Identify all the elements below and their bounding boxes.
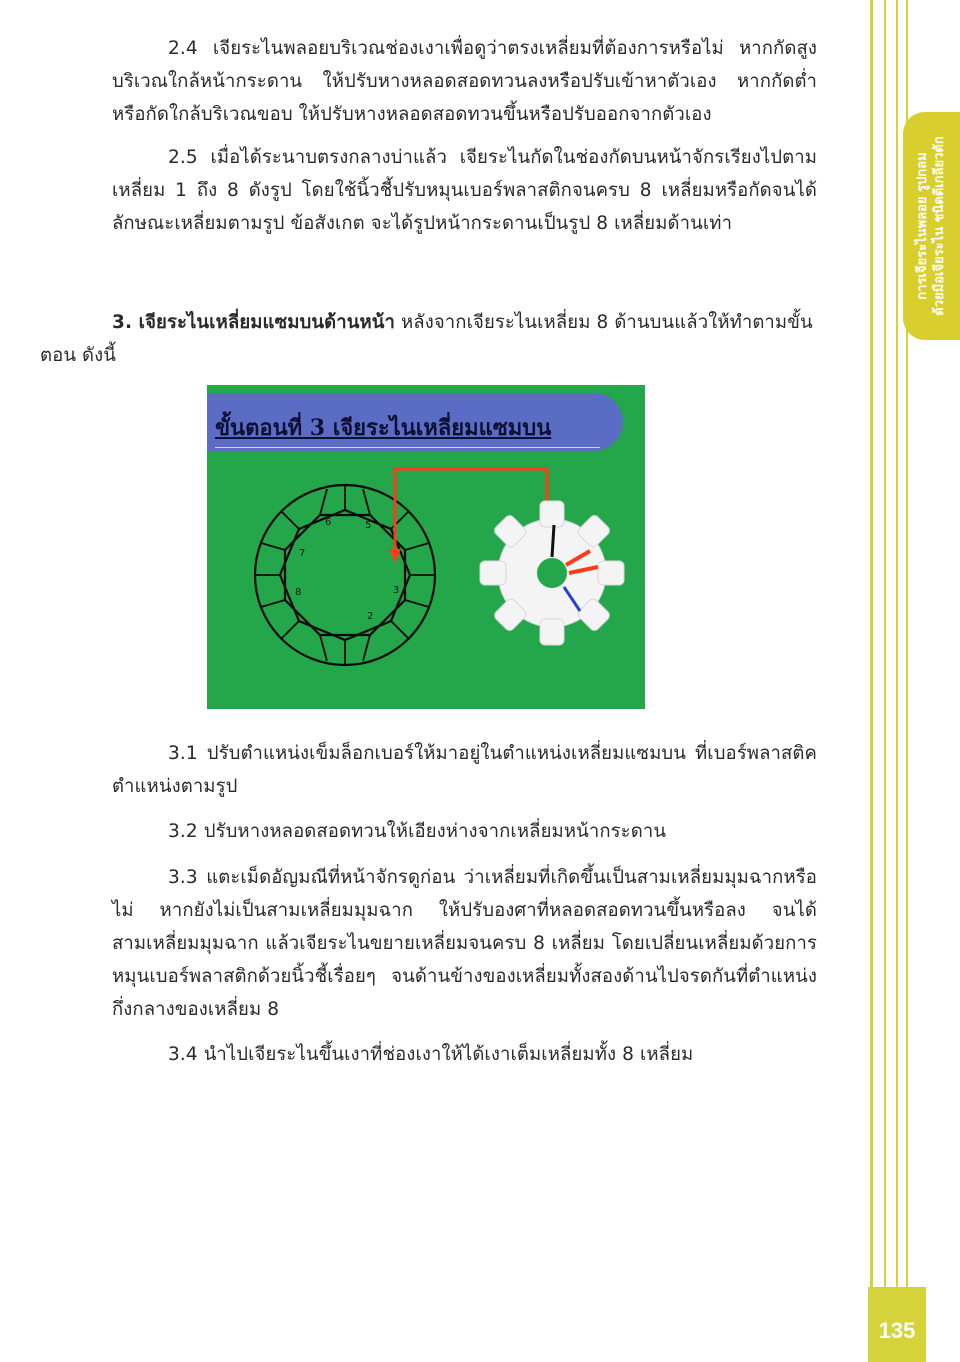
facet-number-3: 3 bbox=[393, 585, 400, 596]
facet-number-6: 6 bbox=[325, 517, 332, 528]
facet-number-7: 7 bbox=[299, 548, 306, 559]
section-3-heading: 3. เจียระไนเหลี่ยมแซมบนด้านหน้า bbox=[112, 312, 395, 333]
section-3-body: หลังจากเจียระไนเหลี่ยม 8 ด้านบนแล้วให้ทำตามขั้นตอน ดังนี้ bbox=[40, 312, 813, 366]
gem-star-b bbox=[285, 515, 405, 635]
facet-number-5: 5 bbox=[365, 520, 372, 531]
figure-diagram bbox=[207, 385, 645, 709]
section-3-paragraph bbox=[40, 306, 818, 372]
step-3-figure bbox=[207, 385, 645, 709]
side-rule-3 bbox=[896, 0, 898, 1362]
paragraph-3-3: 3.3 แตะเม็ดอัญมณีที่หน้าจักรดูก่อน ว่าเหลี่ยมที่เกิดขึ้นเป็นสามเหลี่ยมมุมฉากหรือไม่ หากยังไม่เป็นสามเหลี่ยมมุมฉาก ให้ปรับองศาที่หลอดสอดทวนขึ้นหรือลง จนได้สามเหลี่ยมมุมฉาก แล้วเจียระไนขยายเหลี่ยมจนครบ 8 เหลี่ยม โดยเปลี่ยนเหลี่ยมด้วยการหมุนเบอร์พลาสติกด้วยนิ้วชี้เรื่อยๆ จนด้านข้างของเหลี่ยมทั้งสองด้านไปจรดกันที่ตำแหน่งกึ่งกลางของเหลี่ยม 8 bbox=[112, 867, 817, 1020]
gear-lock-line bbox=[552, 525, 554, 557]
figure-banner-title: ขั้นตอนที่ 3 เจียระไนเหลี่ยมแซมบน bbox=[215, 415, 552, 441]
paragraph-3-4: 3.4 นำไปเจียระไนขึ้นเงาที่ช่องเงาให้ได้เงาเต็มเหลี่ยมทั้ง 8 เหลี่ยม bbox=[168, 1044, 694, 1065]
facet-number-8: 8 bbox=[295, 587, 302, 598]
facet-number-2: 2 bbox=[367, 611, 374, 622]
chapter-side-title bbox=[914, 116, 948, 336]
chapter-side-title-line2: ด้วยมือเจียระไน ชนิดตีเกลียวตัก bbox=[932, 136, 947, 316]
gem-upper-facets bbox=[255, 485, 435, 665]
plastic-gear bbox=[480, 501, 624, 645]
facet-number-labels bbox=[295, 517, 399, 622]
paragraph-3-1: 3.1 ปรับตำแหน่งเข็มล็อกเบอร์ให้มาอยู่ในตำแหน่งเหลี่ยมแซมบน ที่เบอร์พลาสติคตำแหน่งตามรูป bbox=[112, 743, 817, 797]
gem-star-a bbox=[280, 510, 410, 640]
side-rule-1 bbox=[870, 0, 873, 1362]
gear-center-hole bbox=[537, 558, 567, 588]
arrow-head-gem bbox=[389, 549, 401, 563]
chapter-side-title-line1: การเจียระไนพลอย รูปกลม bbox=[915, 152, 930, 300]
gem-diagram bbox=[255, 485, 435, 665]
side-rule-2 bbox=[884, 0, 886, 1362]
paragraph-2-5: 2.5 เมื่อได้ระนาบตรงกลางบ่าแล้ว เจียระไนกัดในช่องกัดบนหน้าจักรเรียงไปตามเหลี่ยม 1 ถึง 8 ดังรูป โดยใช้นิ้วชี้ปรับหมุนเบอร์พลาสติกจนครบ 8 เหลี่ยมหรือกัดจนได้ลักษณะเหลี่ยมตามรูป ข้อสังเกต จะได้รูปหน้ากระดานเป็นรูป 8 เหลี่ยมด้านเท่า bbox=[112, 147, 817, 234]
paragraph-3-2: 3.2 ปรับหางหลอดสอดทวนให้เอียงห่างจากเหลี่ยมหน้ากระดาน bbox=[168, 821, 667, 842]
paragraph-2-4: 2.4 เจียระไนพลอยบริเวณช่องเงาเพื่อดูว่าตรงเหลี่ยมที่ต้องการหรือไม่ หากกัดสูงบริเวณใกล้หน้ากระดาน ให้ปรับหางหลอดสอดทวนลงหรือปรับเข้าหาตัวเอง หากกัดต่ำหรือกัดใกล้บริเวณขอบ ให้ปรับหางหลอดสอดทวนขึ้นหรือปรับออกจากตัวเอง bbox=[112, 38, 817, 125]
page-number: 135 bbox=[878, 1318, 916, 1343]
